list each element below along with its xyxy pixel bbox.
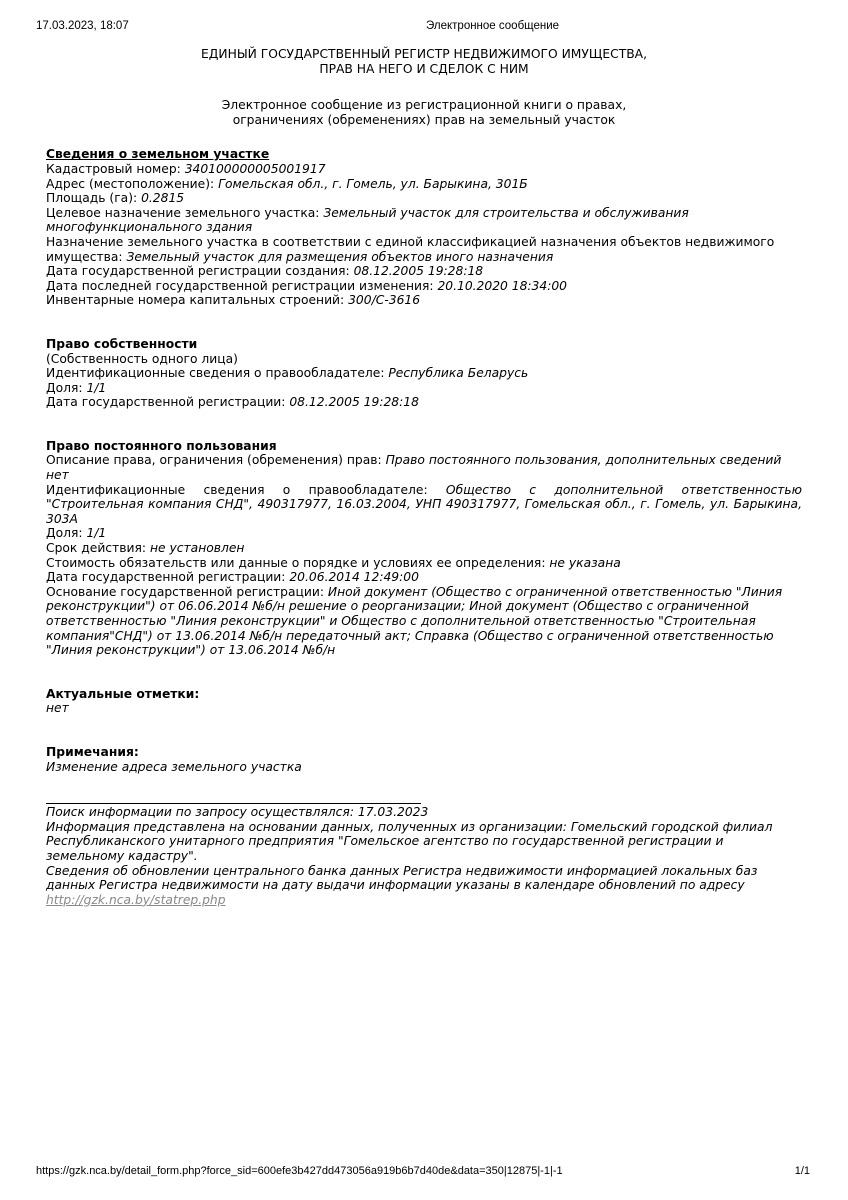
land-plot-section [46, 147, 802, 308]
message-title-line-1: Электронное сообщение из регистрационной книги о правах, [221, 98, 627, 113]
area-row [46, 191, 802, 206]
registry-title-line-1: ЕДИНЫЙ ГОСУДАРСТВЕННЫЙ РЕГИСТР НЕДВИЖИМОГО ИМУЩЕСТВА, [201, 47, 647, 61]
ownership-section [46, 337, 802, 410]
use-holder-label: Идентификационные сведения о правообладателе: [46, 482, 446, 497]
use-share-label: Доля: [46, 526, 87, 541]
use-basis-label: Основание государственной регистрации: [46, 584, 328, 599]
permanent-use-section [46, 439, 802, 658]
use-share-value: 1/1 [86, 526, 107, 541]
use-cost-label: Стоимость обязательств или данные о порядке и условиях ее определения: [46, 555, 550, 570]
notes-title: Примечания: [46, 744, 139, 759]
ownership-holder-label: Идентификационные сведения о правообладателе: [46, 366, 389, 381]
use-holder-row [46, 483, 802, 527]
reg-created-label: Дата государственной регистрации создания: [46, 264, 354, 279]
address-row [46, 177, 802, 192]
marks-title: Актуальные отметки: [46, 686, 200, 701]
use-desc-row [46, 453, 802, 482]
use-basis-value: Иной документ (Общество с ограниченной ответственностью "Линия реконструкции") от 06.06.2014 №б/н решение о реорганизации; Иной документ (Общество с ограниченной ответственностью "Линия реконструкции" и Общество с дополнительной ответственностью "Строительная компания"СНД") от 13.06.2014 №б/н передаточный акт; Справка (Общество с ограниченной ответственностью "Линия реконструкции") от 13.06.2014 №б/н [46, 584, 783, 658]
print-datetime: 17.03.2023, 18:07 [36, 20, 129, 32]
use-cost-value: не указана [549, 555, 621, 570]
ownership-share-value: 1/1 [86, 380, 107, 395]
use-term-row [46, 541, 802, 556]
cadastral-number-label: Кадастровый номер: [46, 161, 185, 176]
use-basis-row [46, 585, 786, 658]
reg-changed-row [46, 279, 802, 294]
ownership-type: (Собственность одного лица) [46, 351, 238, 366]
ownership-reg-date-row [46, 395, 802, 410]
print-page-number: 1/1 [794, 1165, 810, 1177]
classifier-row [46, 235, 802, 264]
print-footer-url: https://gzk.nca.by/detail_form.php?force_sid=600efe3b427dd473056a919b6b7d40de&data=350|12875|-1|-1 [36, 1165, 563, 1177]
data-source: Информация представлена на основании данных, полученных из организации: Гомельский городской филиал Республиканского унитарного предприятия "Гомельское агентство по государственной регистрации и земельному кадастру". [46, 819, 773, 863]
ownership-title: Право собственности [46, 336, 198, 351]
use-desc-value: Право постоянного пользования, дополнительных сведений нет [46, 453, 782, 483]
permanent-use-title: Право постоянного пользования [46, 438, 277, 453]
ownership-reg-date-value: 08.12.2005 19:28:18 [289, 395, 419, 410]
purpose-value: Земельный участок для строительства и обслуживания многофункционального здания [46, 205, 689, 235]
use-reg-date-label: Дата государственной регистрации: [46, 570, 290, 585]
classifier-label: Назначение земельного участка в соответствии с единой классификацией назначения объектов недвижимого имущества: [46, 234, 775, 264]
registry-title-line-2: ПРАВ НА НЕГО И СДЕЛОК С НИМ [319, 61, 529, 76]
ownership-holder-value: Республика Беларусь [388, 366, 529, 381]
use-reg-date-row [46, 570, 802, 585]
update-info: Сведения об обновлении центрального банка данных Регистра недвижимости информацией локальных баз данных Регистра недвижимости на дату выдачи информации указаны в календаре обновлений по адресу [46, 863, 758, 893]
search-date: Поиск информации по запросу осуществлялся: 17.03.2023 [46, 805, 429, 820]
reg-created-value: 08.12.2005 19:28:18 [353, 264, 484, 279]
reg-changed-value: 20.10.2020 18:34:00 [437, 278, 567, 293]
use-desc-label: Описание права, ограничения (обременения) прав: [46, 453, 386, 468]
reg-changed-label: Дата последней государственной регистрации изменения: [46, 278, 438, 293]
ownership-share-label: Доля: [46, 380, 87, 395]
marks-section [46, 687, 802, 716]
use-cost-row [46, 556, 802, 571]
document-header [46, 47, 802, 127]
footer-divider [46, 803, 421, 804]
address-label: Адрес (местоположение): [46, 176, 219, 191]
inventory-value: 300/C-3616 [348, 293, 421, 308]
marks-value: нет [46, 701, 69, 716]
info-footer [46, 803, 802, 907]
area-value: 0.2815 [141, 191, 185, 206]
reg-created-row [46, 264, 802, 279]
cadastral-number-value: 340100000005001917 [184, 161, 326, 176]
notes-value: Изменение адреса земельного участка [46, 759, 302, 774]
use-reg-date-value: 20.06.2014 12:49:00 [289, 570, 419, 585]
use-share-row [46, 526, 802, 541]
area-label: Площадь (га): [46, 191, 142, 206]
purpose-label: Целевое назначение земельного участка: [46, 205, 324, 220]
land-plot-title: Сведения о земельном участке [46, 147, 270, 162]
ownership-reg-date-label: Дата государственной регистрации: [46, 395, 290, 410]
use-term-label: Срок действия: [46, 541, 150, 556]
ownership-holder-row [46, 366, 802, 381]
purpose-row [46, 206, 802, 235]
print-header-title: Электронное сообщение [426, 20, 560, 32]
message-title-line-2: ограничениях (обременениях) прав на земельный участок [232, 112, 616, 127]
notes-section [46, 745, 802, 774]
inventory-row [46, 293, 802, 308]
classifier-value: Земельный участок для размещения объектов иного назначения [126, 249, 554, 264]
statrep-link[interactable]: http://gzk.nca.by/statrep.php [46, 892, 226, 907]
use-term-value: не установлен [149, 541, 245, 556]
document-body [46, 47, 802, 907]
inventory-label: Инвентарные номера капитальных строений: [46, 293, 349, 308]
use-holder-value: Общество с дополнительной ответственностью "Строительная компания СНД", 490317977, 16.03.2004, УНП 490317977, Гомельская обл., г. Гомель, ул. Барыкина, 303А [46, 482, 802, 526]
cadastral-number-row [46, 162, 802, 177]
address-value: Гомельская обл., г. Гомель, ул. Барыкина, 301Б [218, 176, 528, 191]
ownership-share-row [46, 381, 802, 396]
